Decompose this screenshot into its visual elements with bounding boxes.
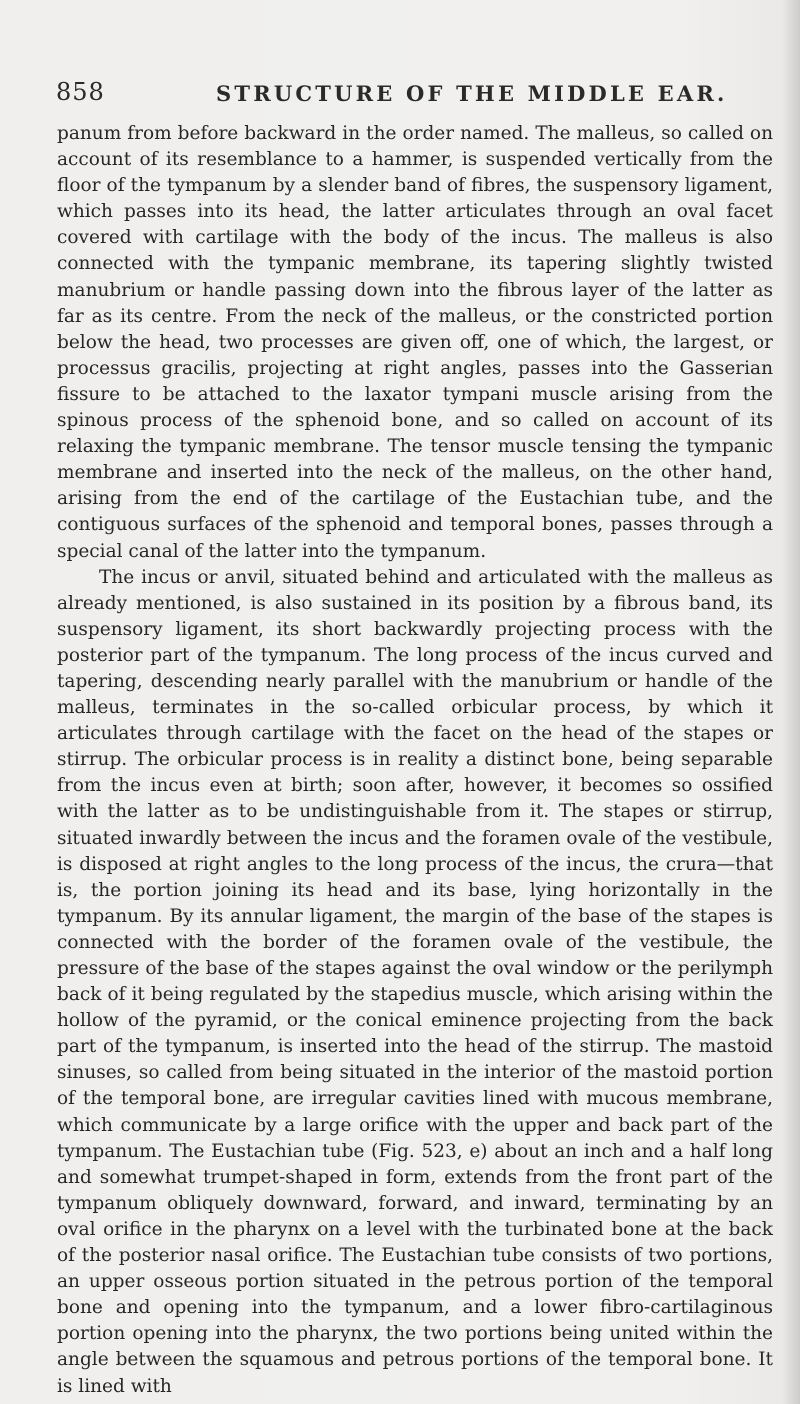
page-number: 858 <box>56 78 105 106</box>
page-header <box>56 78 756 110</box>
page-edge-shadow <box>782 0 800 1404</box>
paragraph-incus: The incus or anvil, situated behind and articulated with the malleus as already mentioned, is also sustained in its position by a fibrous band, its suspensory ligament, its short backwardly projecting process with the posterior part of the tympanum. The long process of the incus curved and tapering, descending nearly parallel with the manubrium or handle of the malleus, terminates in the so-called orbicular process, by which it articulates through cartilage with the facet on the head of the stapes or stirrup. The orbicular process is in reality a distinct bone, being separable from the incus even at birth; soon after, however, it becomes so ossified with the latter as to be undistinguishable from it. The stapes or stirrup, situated inwardly between the incus and the foramen ovale of the vestibule, is disposed at right angles to the long process of the incus, the crura—that is, the portion joining its head and its base, lying horizontally in the tympanum. By its annular ligament, the margin of the base of the stapes is connected with the border of the foramen ovale of the vestibule, the pressure of the base of the stapes against the oval window or the perilymph back of it being regulated by the stapedius muscle, which arising within the hollow of the pyramid, or the conical eminence projecting from the back part of the tympanum, is inserted into the head of the stirrup. The mastoid sinuses, so called from being situated in the interior of the mastoid portion of the temporal bone, are irregular cavities lined with mucous membrane, which communicate by a large orifice with the upper and back part of the tympanum. The Eustachian tube (Fig. 523, e) about an inch and a half long and somewhat trumpet-shaped in form, extends from the front part of the tympanum obliquely downward, forward, and inward, terminating by an oval orifice in the pharynx on a level with the turbinated bone at the back of the posterior nasal orifice. The Eustachian tube consists of two portions, an upper osseous portion situated in the petrous portion of the temporal bone and opening into the tympanum, and a lower fibro-cartilaginous portion opening into the pharynx, the two portions being united within the angle between the squamous and petrous portions of the temporal bone. It is lined with <box>57 566 773 1397</box>
paragraph-malleus: panum from before backward in the order named. The malleus, so called on account of its resemblance to a hammer, is suspended vertically from the floor of the tympanum by a slender band of fibres, the suspensory ligament, which passes into its head, the latter articulates through an oval facet covered with cartilage with the body of the incus. The malleus is also connected with the tympanic membrane, its tapering slightly twisted manubrium or handle passing down into the fibrous layer of the latter as far as its centre. From the neck of the malleus, or the constricted portion below the head, two processes are given off, one of which, the largest, or processus gracilis, projecting at right angles, passes into the Gasserian fissure to be attached to the laxator tympani muscle arising from the spinous process of the sphenoid bone, and so called on account of its relaxing the tympanic membrane. The tensor muscle tensing the tympanic membrane and inserted into the neck of the malleus, on the other hand, arising from the end of the cartilage of the Eustachian tube, and the contiguous surfaces of the sphenoid and temporal bones, passes through a special canal of the latter into the tympanum. <box>57 123 773 562</box>
body-text <box>57 121 773 1400</box>
running-title: STRUCTURE OF THE MIDDLE EAR. <box>216 81 728 106</box>
